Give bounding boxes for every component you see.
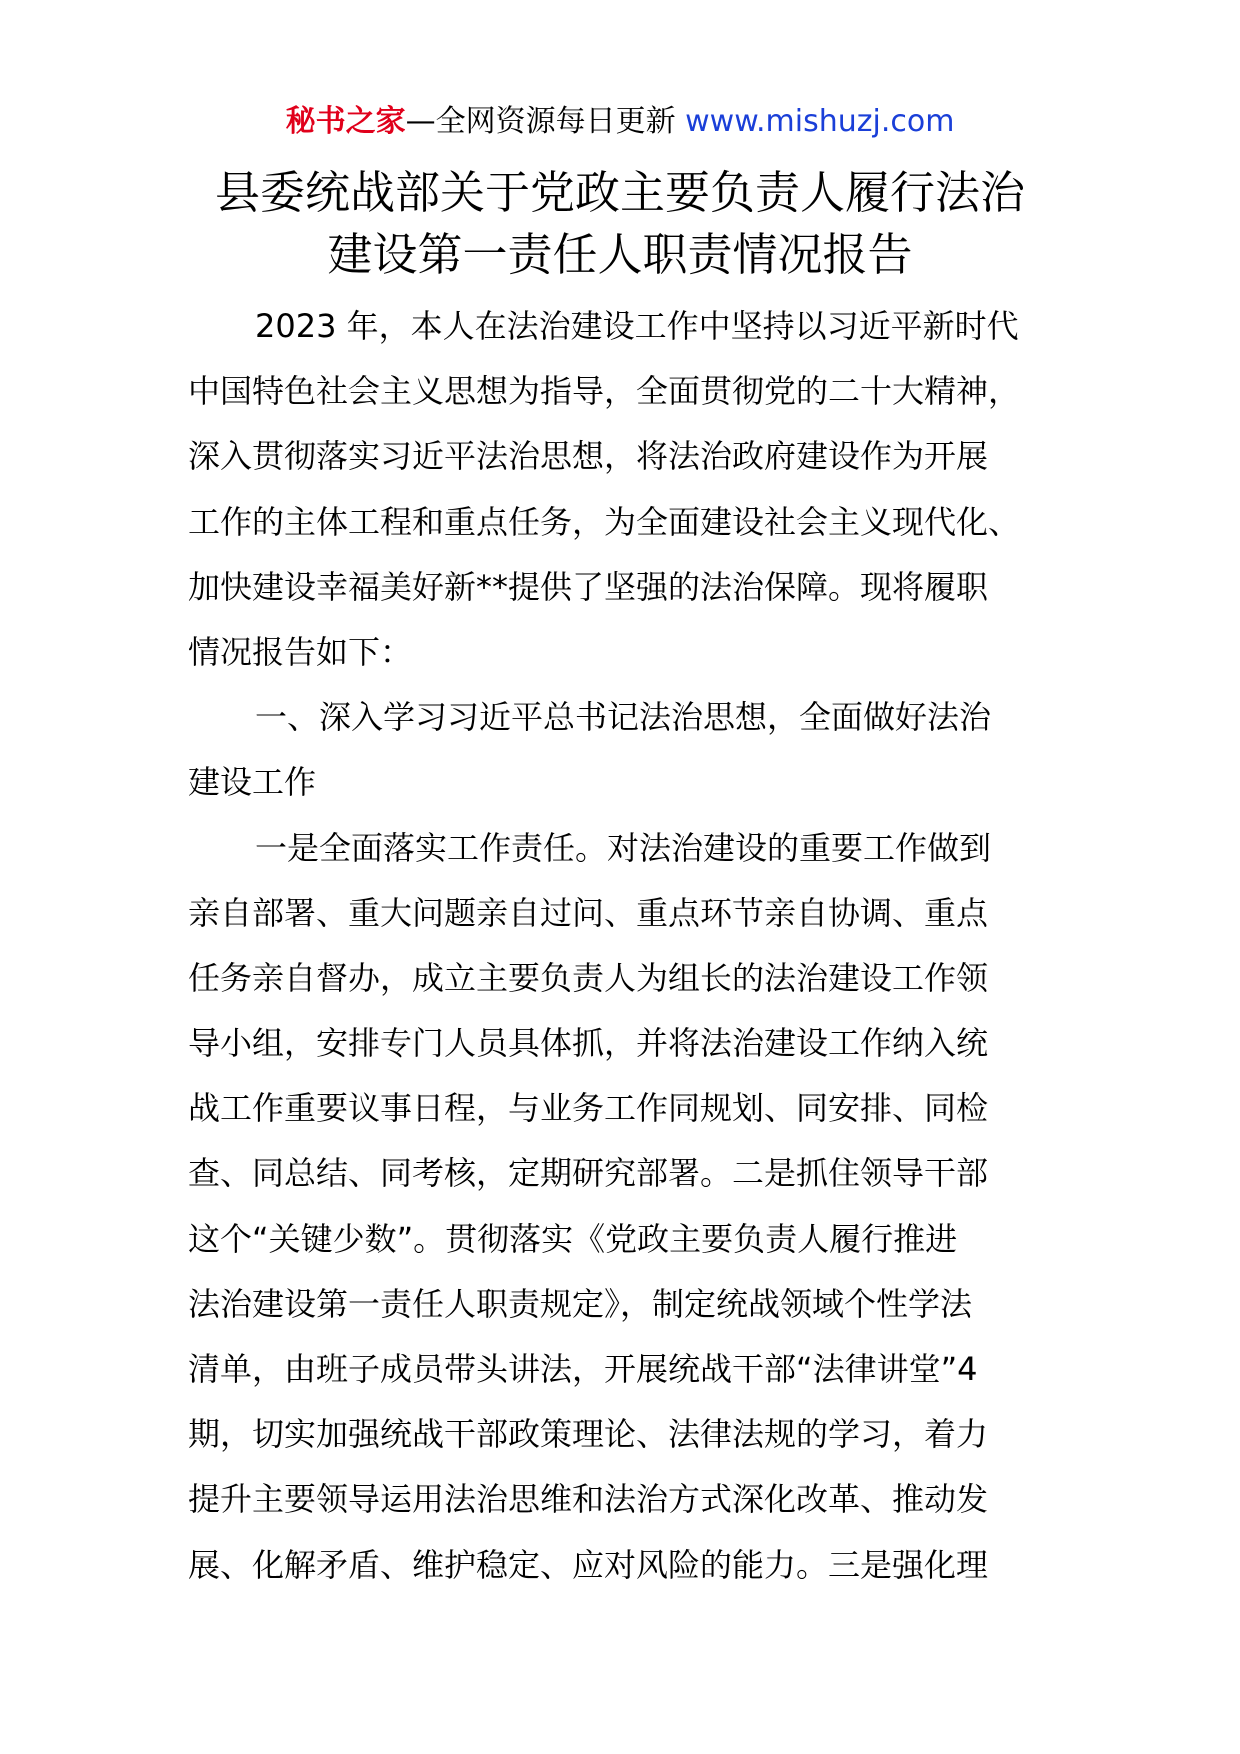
- paragraph-line: 中国特色社会主义思想为指导，全面贯彻党的二十大精神，: [188, 372, 1021, 411]
- paragraph-line: 亲自部署、重大问题亲自过问、重点环节亲自协调、重点: [188, 893, 989, 932]
- paragraph-line: 任务亲自督办，成立主要负责人为组长的法治建设工作领: [188, 958, 989, 997]
- paragraph-line: 期，切实加强统战干部政策理论、法律法规的学习，着力: [188, 1415, 989, 1454]
- paragraph-line: 清单，由班子成员带头讲法，开展统战干部“法律讲堂”4: [188, 1350, 978, 1388]
- paragraph-line: 工作的主体工程和重点任务，为全面建设社会主义现代化、: [188, 502, 1021, 541]
- paragraph-line: 战工作重要议事日程，与业务工作同规划、同安排、同检: [188, 1089, 989, 1128]
- section-heading-line: 一、深入学习习近平总书记法治思想，全面做好法治: [255, 698, 992, 737]
- paragraph-line: 展、化解矛盾、维护稳定、应对风险的能力。三是强化理: [188, 1545, 989, 1584]
- section-heading-line: 建设工作: [188, 763, 317, 802]
- site-header: [0, 100, 1240, 144]
- paragraph-line: 法治建设第一责任人职责规定》，制定统战领域个性学法: [188, 1284, 973, 1323]
- document-body: [188, 294, 1058, 1598]
- paragraph-line: 一是全面落实工作责任。对法治建设的重要工作做到: [255, 828, 992, 867]
- paragraph-line: 查、同总结、同考核，定期研究部署。二是抓住领导干部: [188, 1154, 989, 1193]
- title-line: 县委统战部关于党政主要负责人履行法治: [214, 166, 1025, 219]
- paragraph-line: 导小组，安排专门人员具体抓，并将法治建设工作纳入统: [188, 1024, 989, 1063]
- paragraph-line: 深入贯彻落实习近平法治思想，将法治政府建设作为开展: [188, 437, 989, 476]
- paragraph-line: 提升主要领导运用法治思维和法治方式深化改革、推动发: [188, 1480, 989, 1519]
- website-link[interactable]: www.mishuzj.com: [685, 104, 955, 139]
- paragraph-line: 2023 年，本人在法治建设工作中坚持以习近平新时代: [255, 307, 1019, 345]
- header-tagline: —全网资源每日更新: [405, 104, 676, 139]
- paragraph-line: 情况报告如下：: [188, 632, 413, 671]
- paragraph-line: 加快建设幸福美好新**提供了坚强的法治保障。现将履职: [188, 567, 989, 606]
- brand-name: 秘书之家: [285, 104, 406, 139]
- title-line: 建设第一责任人职责情况报告: [327, 228, 913, 281]
- document-title: [150, 162, 1090, 286]
- paragraph-line: 这个“关键少数”。贯彻落实《党政主要负责人履行推进: [188, 1219, 958, 1258]
